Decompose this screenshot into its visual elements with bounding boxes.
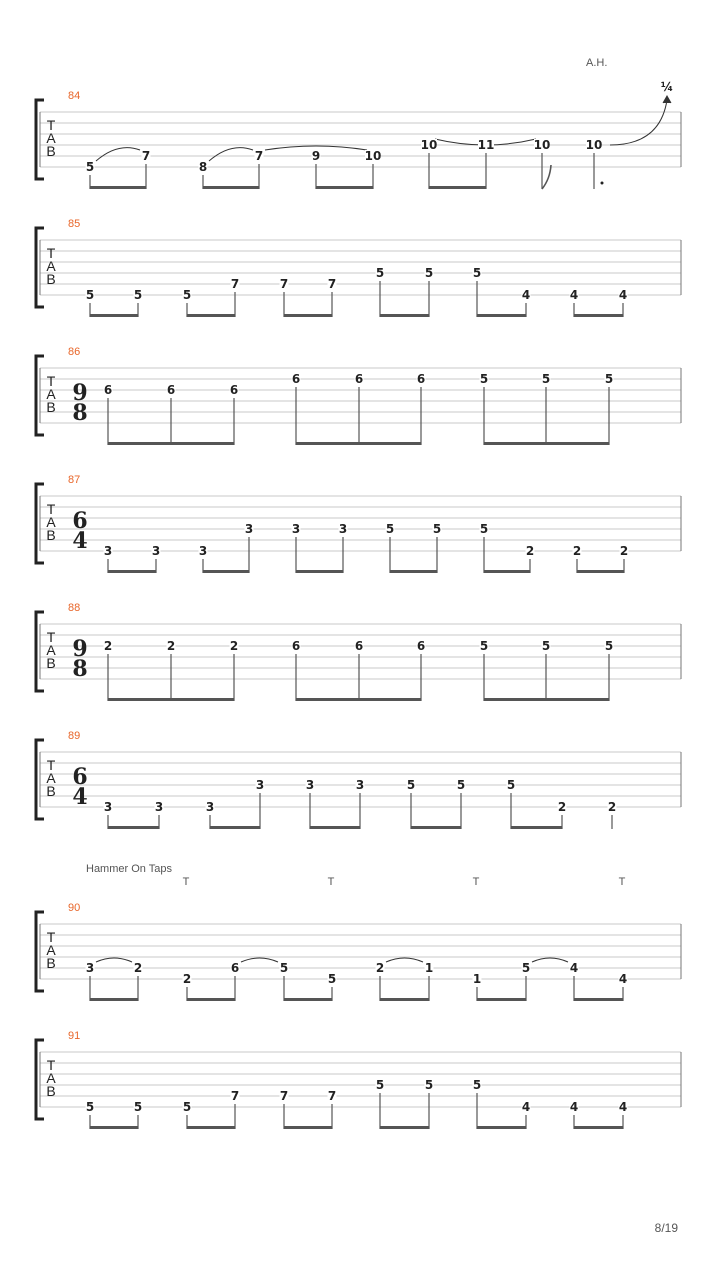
time-signature-bottom: 8: [72, 656, 88, 682]
tab-clef-letter: A: [46, 514, 56, 530]
fret-number: 10: [420, 138, 438, 152]
slur: [532, 958, 568, 962]
bar-number: 86: [68, 346, 81, 358]
fret-number: 3: [198, 544, 208, 558]
fret-number: 7: [254, 149, 264, 163]
tap-marker: T: [472, 876, 480, 888]
beam: [511, 826, 562, 829]
beam: [477, 1126, 526, 1129]
beam: [187, 314, 235, 317]
fret-number: 3: [205, 800, 215, 814]
bend-amount: ¼: [660, 80, 674, 94]
time-signature-top: 6: [72, 508, 88, 534]
fret-number: 7: [327, 1089, 337, 1103]
bar-number: 88: [68, 602, 81, 614]
tab-clef-letter: A: [46, 942, 56, 958]
hammer-on-taps-label: Hammer On Taps: [86, 863, 172, 875]
fret-number: 7: [279, 277, 289, 291]
slur: [96, 148, 140, 161]
fret-number: 3: [338, 522, 348, 536]
fret-number: 5: [541, 372, 551, 386]
fret-number: 6: [354, 372, 364, 386]
beam: [187, 998, 235, 1001]
tab-clef-letter: T: [46, 757, 56, 773]
fret-number: 4: [569, 961, 579, 975]
beam: [284, 998, 332, 1001]
tab-clef-letter: B: [46, 143, 56, 159]
beam: [296, 442, 421, 445]
fret-number: 6: [354, 639, 364, 653]
fret-number: 5: [182, 288, 192, 302]
tab-clef-letter: T: [46, 501, 56, 517]
fret-number: 10: [585, 138, 603, 152]
fret-number: 5: [479, 372, 489, 386]
bar-number: 87: [68, 474, 81, 486]
fret-number: 3: [305, 778, 315, 792]
beam: [484, 698, 609, 701]
bend-arrowhead: [663, 96, 671, 103]
fret-number: 5: [327, 972, 337, 986]
fret-number: 3: [85, 961, 95, 975]
beam: [210, 826, 260, 829]
fret-number: 11: [477, 138, 495, 152]
beam: [380, 998, 429, 1001]
beam: [380, 1126, 429, 1129]
beam: [574, 314, 623, 317]
beam: [484, 570, 530, 573]
beam: [296, 698, 421, 701]
slur: [386, 958, 423, 962]
fret-number: 3: [355, 778, 365, 792]
note-flag: [542, 165, 551, 189]
tap-marker: T: [327, 876, 335, 888]
artificial-harmonic-label: A.H.: [586, 57, 608, 69]
tab-clef-letter: B: [46, 271, 56, 287]
beam: [203, 570, 249, 573]
beam: [477, 314, 526, 317]
time-signature-bottom: 8: [72, 400, 88, 426]
slur: [241, 958, 278, 962]
fret-number: 7: [327, 277, 337, 291]
fret-number: 6: [416, 372, 426, 386]
tab-clef-letter: B: [46, 783, 56, 799]
fret-number: 3: [244, 522, 254, 536]
fret-number: 5: [385, 522, 395, 536]
beam: [108, 826, 159, 829]
fret-number: 5: [472, 1078, 482, 1092]
tab-clef-letter: B: [46, 1083, 56, 1099]
fret-number: 3: [103, 544, 113, 558]
fret-number: 6: [291, 639, 301, 653]
fret-number: 4: [569, 288, 579, 302]
tap-marker: T: [182, 876, 190, 888]
beam: [108, 442, 234, 445]
fret-number: 5: [506, 778, 516, 792]
fret-number: 7: [279, 1089, 289, 1103]
time-signature-top: 6: [72, 764, 88, 790]
tab-clef-letter: A: [46, 770, 56, 786]
beam: [380, 314, 429, 317]
tab-clef-letter: T: [46, 117, 56, 133]
slur: [209, 148, 253, 161]
beam: [411, 826, 461, 829]
beam: [484, 442, 609, 445]
fret-number: 6: [230, 961, 240, 975]
time-signature-top: 9: [72, 636, 88, 662]
fret-number: 5: [375, 266, 385, 280]
fret-number: 5: [133, 1100, 143, 1114]
bar-number: 91: [68, 1030, 81, 1042]
beam: [296, 570, 343, 573]
fret-number: 5: [406, 778, 416, 792]
bar-number: 84: [68, 90, 81, 102]
bar-number: 85: [68, 218, 81, 230]
fret-number: 3: [291, 522, 301, 536]
tab-clef-letter: B: [46, 655, 56, 671]
fret-number: 2: [229, 639, 239, 653]
fret-number: 2: [557, 800, 567, 814]
fret-number: 5: [85, 160, 95, 174]
beam: [310, 826, 360, 829]
fret-number: 2: [572, 544, 582, 558]
fret-number: 3: [151, 544, 161, 558]
fret-number: 2: [525, 544, 535, 558]
fret-number: 2: [375, 961, 385, 975]
tab-clef-letter: A: [46, 258, 56, 274]
beam: [90, 1126, 138, 1129]
fret-number: 9: [311, 149, 321, 163]
fret-number: 4: [521, 288, 531, 302]
fret-number: 8: [198, 160, 208, 174]
tab-clef-letter: A: [46, 386, 56, 402]
fret-number: 5: [472, 266, 482, 280]
beam: [108, 570, 156, 573]
fret-number: 5: [521, 961, 531, 975]
fret-number: 5: [479, 639, 489, 653]
fret-number: 6: [229, 383, 239, 397]
tap-marker: T: [618, 876, 626, 888]
fret-number: 6: [103, 383, 113, 397]
bar-number: 90: [68, 902, 81, 914]
fret-number: 5: [182, 1100, 192, 1114]
fret-number: 5: [375, 1078, 385, 1092]
tab-clef-letter: A: [46, 130, 56, 146]
beam: [108, 698, 234, 701]
tab-clef-letter: A: [46, 642, 56, 658]
fret-number: 5: [133, 288, 143, 302]
fret-number: 4: [618, 288, 628, 302]
fret-number: 5: [604, 372, 614, 386]
tab-clef-letter: A: [46, 1070, 56, 1086]
slur: [96, 958, 132, 962]
beam: [316, 186, 373, 189]
fret-number: 5: [479, 522, 489, 536]
tab-clef-letter: B: [46, 399, 56, 415]
fret-number: 7: [141, 149, 151, 163]
beam: [429, 186, 486, 189]
fret-number: 2: [182, 972, 192, 986]
beam: [390, 570, 437, 573]
fret-number: 3: [154, 800, 164, 814]
fret-number: 2: [166, 639, 176, 653]
fret-number: 2: [103, 639, 113, 653]
fret-number: 10: [364, 149, 382, 163]
tab-clef-letter: T: [46, 373, 56, 389]
beam: [284, 1126, 332, 1129]
beam: [574, 998, 623, 1001]
fret-number: 5: [456, 778, 466, 792]
fret-number: 2: [133, 961, 143, 975]
tab-clef-letter: T: [46, 245, 56, 261]
beam: [284, 314, 332, 317]
tab-clef-letter: T: [46, 1057, 56, 1073]
fret-number: 5: [279, 961, 289, 975]
beam: [187, 1126, 235, 1129]
beam: [203, 186, 259, 189]
fret-number: 5: [424, 266, 434, 280]
fret-number: 4: [569, 1100, 579, 1114]
bar-number: 89: [68, 730, 81, 742]
beam: [90, 314, 138, 317]
fret-number: 2: [607, 800, 617, 814]
fret-number: 7: [230, 1089, 240, 1103]
fret-number: 6: [291, 372, 301, 386]
time-signature-bottom: 4: [72, 784, 88, 810]
fret-number: 2: [619, 544, 629, 558]
fret-number: 5: [541, 639, 551, 653]
fret-number: 4: [618, 1100, 628, 1114]
fret-number: 6: [416, 639, 426, 653]
fret-number: 5: [424, 1078, 434, 1092]
beam: [574, 1126, 623, 1129]
beam: [477, 998, 526, 1001]
fret-number: 1: [472, 972, 482, 986]
fret-number: 1: [424, 961, 434, 975]
fret-number: 5: [85, 1100, 95, 1114]
time-signature-top: 9: [72, 380, 88, 406]
fret-number: 4: [618, 972, 628, 986]
fret-number: 7: [230, 277, 240, 291]
fret-number: 3: [103, 800, 113, 814]
fret-number: 5: [85, 288, 95, 302]
fret-number: 5: [432, 522, 442, 536]
time-signature-bottom: 4: [72, 528, 88, 554]
fret-number: 6: [166, 383, 176, 397]
tab-clef-letter: B: [46, 527, 56, 543]
fret-number: 3: [255, 778, 265, 792]
tab-clef-letter: B: [46, 955, 56, 971]
tab-clef-letter: T: [46, 629, 56, 645]
beam: [90, 186, 146, 189]
tab-clef-letter: T: [46, 929, 56, 945]
beam: [577, 570, 624, 573]
fret-number: 5: [604, 639, 614, 653]
fret-number: 4: [521, 1100, 531, 1114]
fret-number: 10: [533, 138, 551, 152]
beam: [90, 998, 138, 1001]
dot: [601, 182, 604, 185]
page-number: 8/19: [654, 1221, 678, 1235]
